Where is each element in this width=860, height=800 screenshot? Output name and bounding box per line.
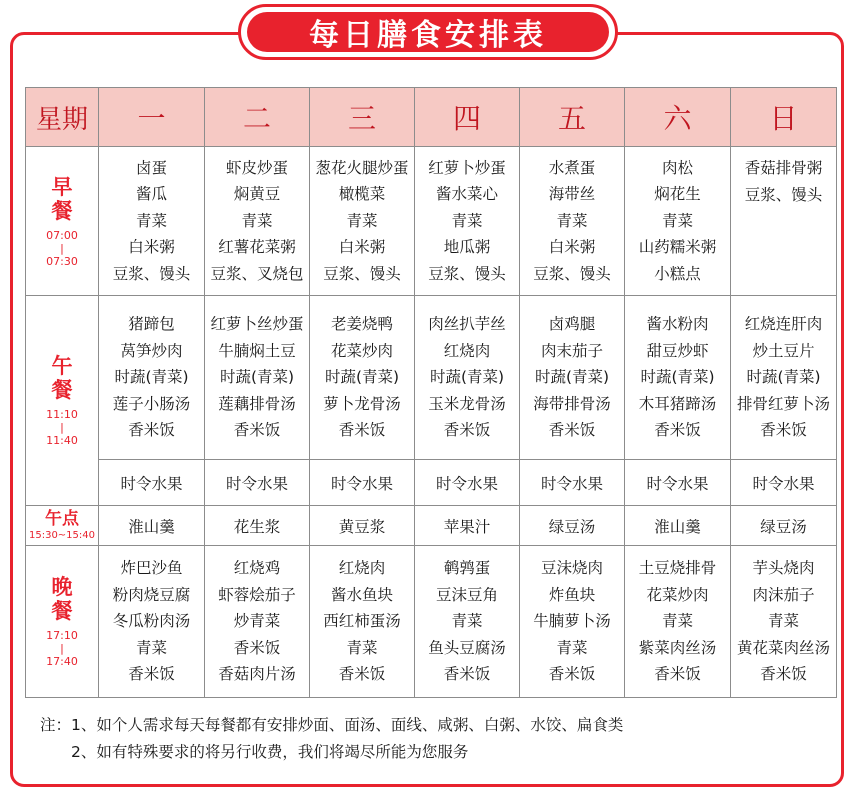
snack-time: 15:30~15:40 (28, 530, 95, 541)
breakfast-cell (625, 147, 731, 296)
dish-item: 豆浆、馒头 (112, 264, 191, 283)
fruit-cell: 时令水果 (415, 460, 520, 506)
dish-item: 青菜 (135, 638, 167, 657)
dish-item: 粉肉烧豆腐 (112, 585, 191, 604)
fruit-cell: 时令水果 (731, 460, 837, 506)
lunch-label-cell (26, 296, 99, 506)
breakfast-cell (520, 147, 625, 296)
dish-item: 萝卜龙骨汤 (323, 394, 401, 413)
dish-item: 青菜 (346, 638, 378, 657)
weekday-header: 五 (520, 88, 625, 147)
dish-item: 时蔬(青菜) (219, 368, 295, 387)
dish-item: 橄榄菜 (338, 185, 386, 204)
dish-item: 豆沫烧肉 (540, 559, 603, 578)
dish-item: 豆浆、馒头 (428, 264, 506, 283)
dish-item: 时蔬(青菜) (114, 368, 189, 387)
dish-item: 青菜 (767, 612, 799, 631)
dish-item: 时蔬(青菜) (534, 368, 610, 387)
dish-item: 海带丝 (548, 185, 596, 204)
afternoon-snack-row (26, 506, 837, 546)
dish-item: 芋头烧肉 (752, 559, 815, 578)
dish-item: 香米饭 (548, 665, 596, 684)
dish-item: 红烧鸡 (233, 559, 281, 578)
footnote-2: 2、如有特殊要求的将另行收费，我们将竭尽所能为您服务 (71, 743, 469, 761)
dish-item: 花菜炒肉 (646, 585, 709, 604)
dish-item: 香米饭 (760, 421, 807, 440)
dish-item: 冬瓜粉肉汤 (112, 612, 191, 631)
title-banner (238, 4, 618, 60)
dish-item: 香米饭 (233, 421, 281, 440)
dish-item: 青菜 (241, 211, 273, 230)
dish-item: 木耳猪蹄汤 (638, 394, 717, 413)
dish-item: 红萝卜炒蛋 (428, 158, 506, 177)
page-title: 每日膳食安排表 (247, 12, 609, 52)
dish-item: 紫菜肉丝汤 (638, 638, 717, 657)
dish-item: 焖花生 (654, 185, 701, 204)
dish-item: 时蔬(青菜) (746, 368, 821, 387)
dinner-cell (415, 546, 520, 698)
dish-item: 红萝卜丝炒蛋 (210, 315, 304, 334)
dish-item: 炸鱼块 (548, 585, 596, 604)
snack-cell: 淮山羹 (625, 506, 731, 546)
dish-item: 豆浆、馒头 (744, 185, 823, 204)
snack-cell: 花生浆 (205, 506, 310, 546)
dish-item: 酱水鱼块 (330, 585, 393, 604)
dish-item: 白米粥 (338, 238, 386, 257)
lunch-cell (205, 296, 310, 460)
dinner-row (26, 546, 837, 698)
dish-item: 玉米龙骨汤 (428, 394, 506, 413)
dish-item: 酱瓜 (135, 185, 167, 204)
fruit-cell: 时令水果 (520, 460, 625, 506)
dish-item: 豆浆、馒头 (323, 264, 401, 283)
snack-cell: 黄豆浆 (310, 506, 415, 546)
dish-item: 牛腩萝卜汤 (533, 612, 611, 631)
dish-item: 虾皮炒蛋 (225, 158, 288, 177)
footnotes (40, 712, 820, 766)
dish-item: 白米粥 (548, 238, 596, 257)
breakfast-label: 早 餐 (51, 174, 73, 223)
dish-item: 青菜 (556, 211, 588, 230)
weekday-header: 二 (205, 88, 310, 147)
dish-item: 豆浆、叉烧包 (210, 264, 304, 283)
dish-item: 黄花菜肉丝汤 (736, 638, 830, 657)
fruit-cell: 时令水果 (205, 460, 310, 506)
breakfast-cell (99, 147, 205, 296)
dish-item: 香米饭 (128, 421, 175, 440)
dinner-cell (99, 546, 205, 698)
dish-item: 土豆烧排骨 (638, 559, 717, 578)
fruit-cell: 时令水果 (99, 460, 205, 506)
breakfast-row (26, 147, 837, 296)
dish-item: 时蔬(青菜) (324, 368, 400, 387)
dinner-label-cell (26, 546, 99, 698)
dish-item: 肉丝扒芋丝 (428, 315, 506, 334)
dish-item: 肉松 (661, 158, 693, 177)
snack-label: 午点 (45, 509, 79, 529)
dish-item: 香米饭 (443, 665, 491, 684)
dinner-cell (731, 546, 837, 698)
lunch-cell (520, 296, 625, 460)
dish-item: 莴笋炒肉 (120, 341, 183, 360)
dish-item: 莲藕排骨汤 (218, 394, 296, 413)
dish-item: 小糕点 (654, 264, 701, 283)
dish-item: 香米饭 (654, 665, 701, 684)
lunch-cell (625, 296, 731, 460)
weekday-header-row (26, 88, 837, 147)
dish-item: 豆浆、馒头 (533, 264, 611, 283)
dish-item: 香菇肉片汤 (218, 665, 296, 684)
breakfast-cell (415, 147, 520, 296)
dish-item: 排骨红萝卜汤 (736, 394, 830, 413)
dish-item: 老姜烧鸭 (330, 315, 393, 334)
snack-label-cell (26, 506, 99, 546)
dish-item: 甜豆炒虾 (646, 341, 709, 360)
dish-item: 香米饭 (443, 421, 491, 440)
dinner-time: 17:10 | 17:40 (46, 629, 78, 668)
dish-item: 猪蹄包 (128, 315, 175, 334)
meal-schedule-table (25, 87, 837, 698)
dish-item: 香米饭 (760, 665, 807, 684)
dish-item: 海带排骨汤 (533, 394, 611, 413)
dish-item: 花菜炒肉 (330, 341, 393, 360)
dish-item: 炸巴沙鱼 (120, 559, 183, 578)
fruit-row (26, 460, 837, 506)
fruit-cell: 时令水果 (310, 460, 415, 506)
dish-item: 香菇排骨粥 (744, 159, 823, 177)
dish-item: 青菜 (135, 211, 167, 230)
dish-item: 酱水菜心 (435, 185, 498, 204)
dish-item: 香米饭 (548, 421, 596, 440)
footnote-1: 注：1、如个人需求每天每餐都有安排炒面、面汤、面线、咸粥、白粥、水饺、扁食类 (40, 716, 624, 734)
lunch-cell (731, 296, 837, 460)
dish-item: 卤蛋 (135, 158, 167, 177)
weekday-corner-label: 星期 (26, 88, 99, 147)
dish-item: 香米饭 (338, 665, 386, 684)
dish-item: 青菜 (346, 211, 378, 230)
breakfast-cell (731, 147, 837, 296)
dish-item: 山药糯米粥 (638, 238, 717, 257)
dish-item: 地瓜粥 (443, 238, 491, 257)
dinner-cell (520, 546, 625, 698)
dish-item: 青菜 (451, 211, 483, 230)
fruit-cell: 时令水果 (625, 460, 731, 506)
dish-item: 莲子小肠汤 (112, 394, 191, 413)
snack-cell: 淮山羹 (99, 506, 205, 546)
snack-cell: 绿豆汤 (731, 506, 837, 546)
dish-item: 香米饭 (338, 421, 386, 440)
dish-item: 时蔬(青菜) (640, 368, 715, 387)
weekday-header: 三 (310, 88, 415, 147)
weekday-header: 日 (731, 88, 837, 147)
dish-item: 水煮蛋 (548, 158, 596, 177)
breakfast-label-cell (26, 147, 99, 296)
dish-item: 红烧肉 (443, 341, 491, 360)
dish-item: 肉沫茄子 (752, 585, 815, 604)
dish-item: 牛腩焖土豆 (218, 341, 296, 360)
dish-item: 葱花火腿炒蛋 (315, 158, 409, 177)
dish-item: 青菜 (451, 612, 483, 631)
dish-item: 卤鸡腿 (548, 315, 596, 334)
dinner-cell (625, 546, 731, 698)
lunch-cell (415, 296, 520, 460)
dish-item: 红烧连肝肉 (744, 315, 823, 334)
dish-item: 炒土豆片 (752, 341, 815, 360)
dish-item: 青菜 (661, 211, 693, 230)
dish-item: 酱水粉肉 (646, 315, 709, 334)
dish-item: 西红柿蛋汤 (323, 612, 401, 631)
dish-item: 虾蓉烩茄子 (218, 585, 296, 604)
weekday-header: 一 (99, 88, 205, 147)
dish-item: 香米饭 (233, 638, 281, 657)
dish-item: 红薯花菜粥 (218, 238, 296, 257)
weekday-header: 六 (625, 88, 731, 147)
dish-item: 炒青菜 (233, 612, 281, 631)
dish-item: 肉末茄子 (540, 341, 603, 360)
breakfast-time: 07:00 | 07:30 (46, 228, 78, 268)
lunch-row (26, 296, 837, 460)
snack-cell: 苹果汁 (415, 506, 520, 546)
breakfast-cell (205, 147, 310, 296)
dish-item: 香米饭 (654, 421, 701, 440)
dish-item: 豆沫豆角 (435, 585, 498, 604)
dish-item: 时蔬(青菜) (429, 368, 505, 387)
lunch-time: 11:10 | 11:40 (46, 408, 78, 447)
dish-item: 焖黄豆 (233, 185, 281, 204)
dinner-cell (310, 546, 415, 698)
dish-item: 鹌鹑蛋 (443, 559, 491, 578)
dish-item: 鱼头豆腐汤 (428, 638, 506, 657)
weekday-header: 四 (415, 88, 520, 147)
lunch-cell (99, 296, 205, 460)
snack-cell: 绿豆汤 (520, 506, 625, 546)
dish-item: 白米粥 (128, 238, 175, 257)
dinner-label: 晚 餐 (51, 575, 73, 623)
breakfast-cell (310, 147, 415, 296)
lunch-label: 午 餐 (51, 354, 73, 402)
dish-item: 香米饭 (128, 665, 175, 684)
lunch-cell (310, 296, 415, 460)
dish-item: 青菜 (556, 638, 588, 657)
dinner-cell (205, 546, 310, 698)
dish-item: 红烧肉 (338, 559, 386, 578)
dish-item: 青菜 (661, 612, 693, 631)
